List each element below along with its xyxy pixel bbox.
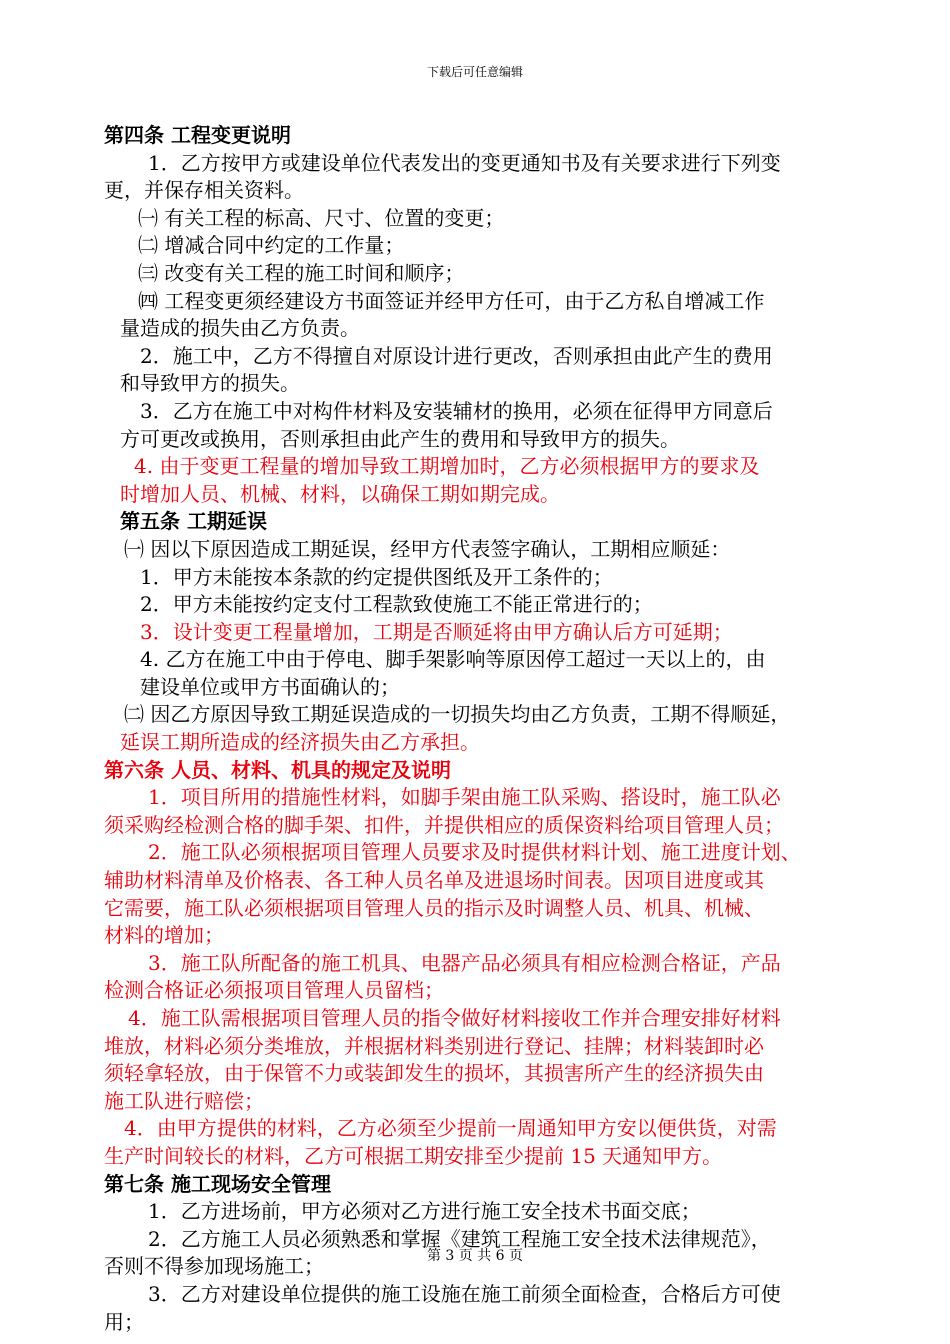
document-line: 1．甲方未能按本条款的约定提供图纸及开工条件的； — [140, 564, 613, 589]
document-line: 3．施工队所配备的施工机具、电器产品必须具有相应检测合格证，产品 — [148, 950, 781, 975]
article-heading: 第六条 人员、材料、机具的规定及说明 — [104, 757, 451, 782]
document-line: 量造成的损失由乙方负责。 — [120, 316, 360, 341]
document-line: 4．由甲方提供的材料，乙方必须至少提前一周通知甲方安以便供货，对需 — [124, 1116, 777, 1141]
document-line: 辅助材料清单及价格表、各工种人员名单及进退场时间表。因项目进度或其 — [104, 868, 764, 893]
document-line: 须采购经检测合格的脚手架、扣件，并提供相应的质保资料给项目管理人员； — [104, 812, 784, 837]
article-heading: 第四条 工程变更说明 — [104, 123, 291, 147]
document-line: 1．乙方按甲方或建设单位代表发出的变更通知书及有关要求进行下列变 — [148, 150, 781, 175]
document-line: 建设单位或甲方书面确认的； — [140, 674, 400, 699]
document-line: 3．乙方对建设单位提供的施工设施在施工前须全面检查，合格后方可使 — [148, 1281, 781, 1306]
document-line: ㈣ 工程变更须经建设方书面签证并经甲方任可，由于乙方私自增减工作 — [138, 288, 765, 313]
document-line: 2．施工队必须根据项目管理人员要求及时提供材料计划、施工进度计划、 — [148, 840, 801, 865]
document-line: ㈡ 因乙方原因导致工期延误造成的一切损失均由乙方负责，工期不得顺延， — [124, 702, 791, 727]
document-line: ㈠ 因以下原因造成工期延误，经甲方代表签字确认，工期相应顺延： — [124, 536, 731, 561]
document-line: 检测合格证必须报项目管理人员留档； — [104, 978, 444, 1003]
document-line: 材料的增加； — [104, 923, 224, 948]
article-heading: 第五条 工期延误 — [120, 509, 267, 534]
document-line: 4. 由于变更工程量的增加导致工期增加时，乙方必须根据甲方的要求及 — [134, 454, 760, 479]
page-header-note: 下载后可任意编辑 — [426, 65, 523, 79]
document-line: 4．施工队需根据项目管理人员的指令做好材料接收工作并合理安排好材料 — [128, 1006, 781, 1030]
document-body — [104, 122, 860, 1336]
document-line: 用； — [104, 1309, 144, 1334]
document-line: 堆放，材料必须分类堆放，并根据材料类别进行登记、挂牌；材料装卸时必 — [104, 1033, 764, 1058]
document-line: 须轻拿轻放，由于保管不力或装卸发生的损坏，其损害所产生的经济损失由 — [104, 1061, 764, 1086]
document-line: 2．乙方施工人员必须熟悉和掌握《建筑工程施工安全技术法律规范》， — [148, 1226, 771, 1251]
document-line: 延误工期所造成的经济损失由乙方承担。 — [120, 730, 480, 755]
article-heading: 第七条 施工现场安全管理 — [104, 1171, 331, 1196]
document-line: 方可更改或换用，否则承担由此产生的费用和导致甲方的损失。 — [120, 426, 680, 451]
document-line: 4. 乙方在施工中由于停电、脚手架影响等原因停工超过一天以上的，由 — [140, 647, 766, 672]
document-line: 时增加人员、机械、材料，以确保工期如期完成。 — [120, 481, 560, 506]
document-line: 2．施工中，乙方不得擅自对原设计进行更改，否则承担由此产生的费用 — [140, 343, 773, 368]
document-line: 施工队进行赔偿； — [104, 1088, 264, 1113]
document-line: 1．乙方进场前，甲方必须对乙方进行施工安全技术书面交底； — [148, 1199, 701, 1224]
document-line: 它需要，施工队必须根据项目管理人员的指示及时调整人员、机具、机械、 — [104, 895, 764, 920]
document-line: ㈠ 有关工程的标高、尺寸、位置的变更； — [138, 205, 505, 230]
page-footer-number: 第 3 页 共 6 页 — [426, 1248, 524, 1264]
document-line: 和导致甲方的损失。 — [120, 371, 300, 396]
document-line: 否则不得参加现场施工； — [104, 1254, 324, 1279]
document-line: ㈡ 增减合同中约定的工作量； — [138, 233, 405, 258]
document-line: 生产时间较长的材料，乙方可根据工期安排至少提前 15 天通知甲方。 — [104, 1143, 723, 1168]
document-line: 2．甲方未能按约定支付工程款致使施工不能正常进行的； — [140, 592, 653, 617]
document-line: 1．项目所用的措施性材料，如脚手架由施工队采购、搭设时，施工队必 — [148, 785, 781, 810]
document-line: 更，并保存相关资料。 — [104, 178, 304, 203]
document-line: 3．乙方在施工中对构件材料及安装辅材的换用，必须在征得甲方同意后 — [140, 398, 773, 423]
document-line: ㈢ 改变有关工程的施工时间和顺序； — [138, 260, 465, 285]
document-line: 3．设计变更工程量增加，工期是否顺延将由甲方确认后方可延期； — [140, 619, 733, 644]
